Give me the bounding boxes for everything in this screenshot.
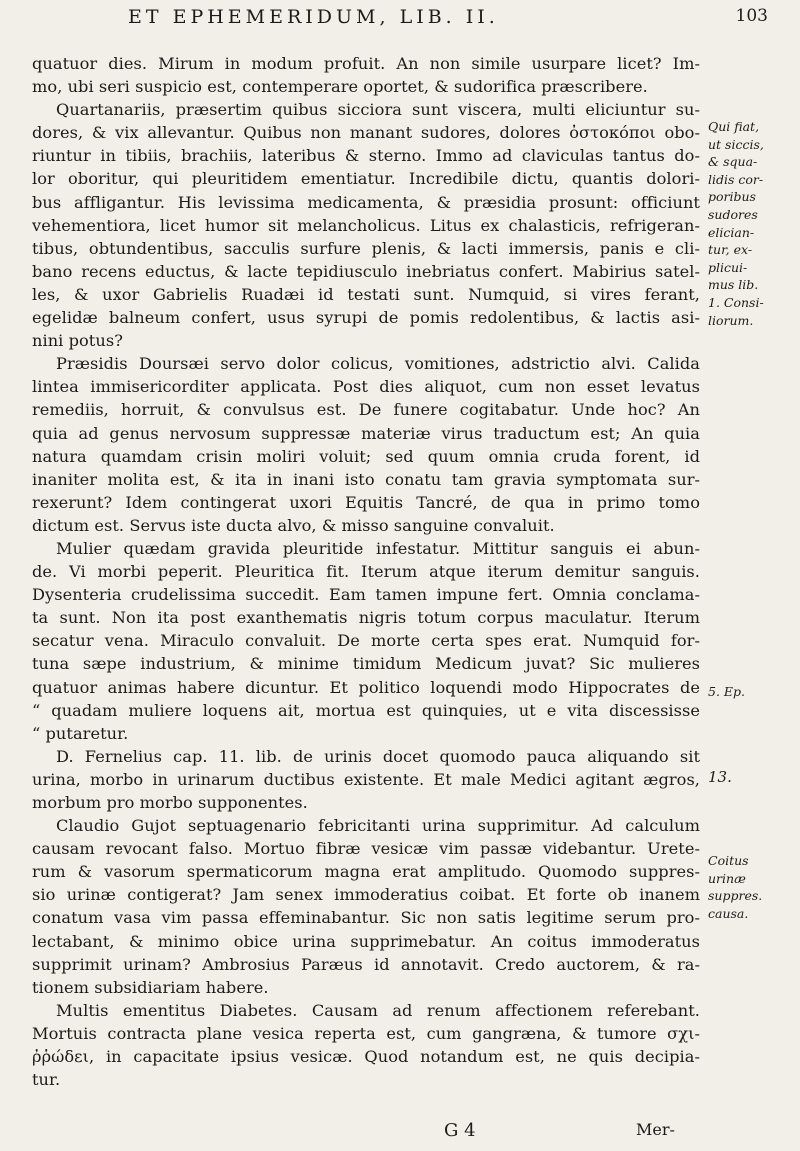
margin-note-3: [708, 769, 798, 787]
page-footer: [0, 1120, 800, 1146]
text-line: dores, & vix allevantur. Quibus non manant sudores, dolores ὀστοκόποι obo-: [32, 123, 700, 143]
text-line: ῤῥώδει, in capacitate ipsius vesicæ. Quod notandum est, ne quis decipia-: [32, 1047, 700, 1067]
margin-note-4: [708, 852, 798, 922]
margin-note-line: liorum.: [708, 312, 754, 328]
text-line: bus affligantur. His levissima medicamenta, & præsidia prosunt: officiunt: [32, 192, 700, 212]
text-line: de. Vi morbi peperit. Pleuritica fit. Iterum atque iterum demitur sanguis.: [32, 562, 700, 582]
text-line: lor oboritur, qui pleuritidem ementiatur. Incredibile dictu, quantis dolori-: [32, 169, 700, 189]
text-line: secatur vena. Miraculo convaluit. De morte certa spes erat. Numquid for-: [32, 631, 700, 651]
margin-note-line: Coitus: [708, 853, 749, 868]
text-line: D. Fernelius cap. 11. lib. de urinis docet quomodo pauca aliquando sit: [56, 746, 700, 766]
text-line: vehementiora, licet humor sit melancholicus. Litus ex chalasticis, refrigeran-: [32, 215, 700, 235]
text-line: “ quadam muliere loquens ait, mortua est quinquies, ut e vita discessisse: [32, 700, 700, 720]
catchword: Mer-: [636, 1120, 675, 1139]
text-line: natura quamdam crisin moliri voluit; sed quum omnia cruda forent, id: [32, 446, 700, 466]
margin-note-line: urinæ: [708, 870, 746, 886]
page-number: 103: [735, 6, 768, 26]
text-line: morbum pro morbo supponentes.: [32, 793, 308, 812]
text-line: urina, morbo in urinarum ductibus existente. Et male Medici agitant ægros,: [32, 769, 700, 789]
text-line: bano recens eductus, & lacte tepidiusculo inebriatus confert. Mabirius satel-: [32, 261, 700, 281]
text-line: Multis ementitus Diabetes. Causam ad renum affectionem referebant.: [56, 1000, 700, 1020]
signature-mark: G 4: [444, 1120, 476, 1141]
text-line: quatuor dies. Mirum in modum profuit. An non simile usurpare licet? Im-: [32, 54, 700, 73]
margin-note-line: plicui-: [708, 259, 748, 275]
text-line: rexerunt? Idem contingerat uxori Equitis Tancré, de qua in primo tomo: [32, 492, 700, 512]
margin-note-line: ut siccis,: [708, 136, 764, 152]
margin-note-line: sudores: [708, 206, 758, 222]
margin-note-line: causa.: [708, 905, 749, 921]
margin-note-line: 13.: [708, 768, 732, 786]
text-line: inaniter molita est, & ita in inani isto conatu tam gravia symptomata sur-: [32, 469, 700, 489]
margin-note-line: poribus: [708, 189, 756, 205]
text-line: Mulier quædam gravida pleuritide infestatur. Mittitur sanguis ei abun-: [56, 538, 700, 558]
main-text-block: [32, 52, 700, 1091]
text-line: les, & uxor Gabrielis Ruadæi id testati sunt. Numquid, si vires ferant,: [32, 284, 700, 304]
text-line: tur.: [32, 1070, 61, 1090]
text-line: tibus, obtundentibus, sacculis surfure plenis, & lacti immersis, panis e cli-: [32, 238, 700, 258]
text-line: tuna sæpe industrium, & minime timidum Medicum juvat? Sic mulieres: [32, 654, 700, 674]
text-line: ta sunt. Non ita post exanthematis nigris totum corpus maculatur. Iterum: [32, 608, 700, 628]
text-line: lectabant, & minimo obice urina supprimebatur. An coitus immoderatus: [32, 931, 700, 951]
text-line: quia ad genus nervosum suppressæ materiæ virus traductum est; An quia: [32, 423, 700, 443]
margin-note-line: suppres.: [708, 888, 763, 904]
margin-note-1: [708, 118, 798, 329]
margin-note-line: 1. Consi-: [708, 294, 764, 310]
text-line: Claudio Gujot septuagenario febricitanti urina supprimitur. Ad calculum: [56, 816, 700, 836]
text-line: causam revocant falso. Mortuo fibræ vesicæ vim passæ videbantur. Urete-: [32, 839, 700, 859]
text-line: supprimit urinam? Ambrosius Paræus id annotavit. Credo auctorem, & ra-: [32, 954, 700, 974]
margin-note-line: & squa-: [708, 154, 758, 170]
margin-note-line: mus lib.: [708, 277, 759, 293]
text-line: sio urinæ contigerat? Jam senex immoderatius coibat. Et forte ob inanem: [32, 885, 700, 905]
margin-note-line: elician-: [708, 224, 755, 240]
text-line: tionem subsidiariam habere.: [32, 977, 269, 997]
text-line: Mortuis contracta plane vesica reperta est, cum gangræna, & tumore σχι-: [32, 1023, 700, 1043]
margin-note-line: 5. Ep.: [708, 684, 745, 699]
text-line: lintea immisericorditer applicata. Post dies aliquot, cum non esset levatus: [32, 377, 700, 397]
text-line: quatuor animas habere dicuntur. Et politico loquendi modo Hippocrates de: [32, 677, 700, 697]
text-line: rum & vasorum spermaticorum magna erat amplitudo. Quomodo suppres-: [32, 862, 700, 882]
text-line: conatum vasa vim passa effeminabantur. Sic non satis legitime serum pro-: [32, 908, 700, 928]
text-line: “ putaretur.: [32, 723, 129, 743]
margin-note-2: [708, 683, 798, 701]
text-line: nini potus?: [32, 331, 123, 351]
running-header: [128, 6, 768, 36]
running-title: ET EPHEMERIDUM, LIB. II.: [128, 6, 499, 28]
text-line: Quartanariis, præsertim quibus sicciora sunt viscera, multi eliciuntur su-: [56, 100, 700, 120]
margin-note-line: tur, ex-: [708, 242, 753, 258]
text-line: egelidæ balneum confert, usus syrupi de pomis redolentibus, & lactis asi-: [32, 308, 700, 328]
margin-note-line: lidis cor-: [708, 171, 764, 187]
text-line: mo, ubi seri suspicio est, contemperare oportet, & sudorifica præscribere.: [32, 77, 648, 97]
text-line: dictum est. Servus iste ducta alvo, & misso sanguine convaluit.: [32, 515, 555, 535]
text-line: remediis, horruit, & convulsus est. De funere cogitabatur. Unde hoc? An: [32, 400, 700, 420]
text-line: Dysenteria crudelissima succedit. Eam tamen impune fert. Omnia conclama-: [32, 585, 700, 605]
text-line: Præsidis Doursæi servo dolor colicus, vomitiones, adstrictio alvi. Calida: [56, 354, 700, 374]
margin-note-line: Qui fiat,: [708, 119, 760, 134]
text-line: riuntur in tibiis, brachiis, lateribus & sterno. Immo ad claviculas tantus do-: [32, 146, 700, 166]
